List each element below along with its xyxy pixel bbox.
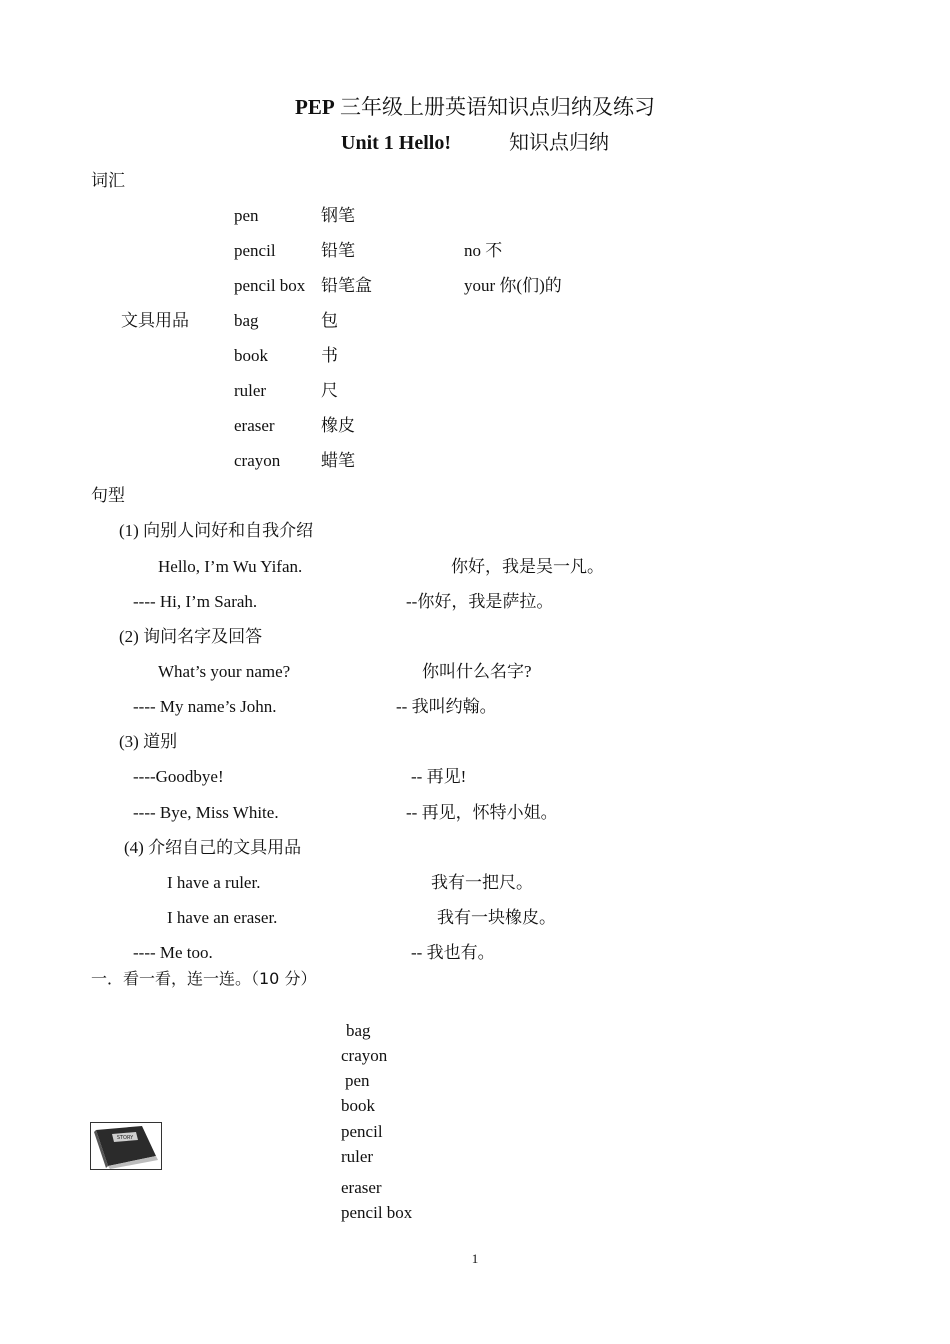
sentence-en: ----Goodbye! [133, 767, 224, 786]
sentence-zh: 你好，我是吴一凡。 [451, 557, 604, 576]
vocab-category: 文具用品 [121, 311, 189, 330]
sentence-zh: -- 我叫约翰。 [396, 697, 497, 716]
pattern-title: (2) 询问名字及回答 [119, 627, 263, 646]
pattern-title: (1) 向别人问好和自我介绍 [119, 521, 314, 540]
vocab-en: book [234, 346, 268, 365]
exercise-heading: 一．看一看，连一连。（10 分） [91, 969, 317, 988]
vocab-zh: 橡皮 [321, 416, 355, 435]
vocab-en: pen [234, 206, 259, 225]
vocab-en: ruler [234, 381, 267, 400]
exercise-word: crayon [341, 1046, 388, 1065]
page-number: 1 [471, 1251, 479, 1266]
sentence-zh: 我有一块橡皮。 [437, 908, 556, 927]
vocab-en: eraser [234, 416, 275, 435]
title-rest: 三年级上册英语知识点归纳及练习 [339, 95, 655, 119]
document-title [0, 94, 950, 120]
sentence-zh: --你好，我是萨拉。 [406, 592, 554, 611]
unit-title [0, 130, 950, 156]
vocab-en: crayon [234, 451, 281, 470]
sentence-en: What’s your name? [158, 662, 291, 681]
exercise-word: ruler [341, 1147, 374, 1166]
title-bold: PEP [295, 95, 335, 119]
exercise-word: book [341, 1096, 375, 1115]
vocab-zh: 蜡笔 [321, 451, 355, 470]
exercise-word: pencil [341, 1122, 383, 1141]
sentence-zh: -- 再见，怀特小姐。 [406, 803, 558, 822]
vocab-en: bag [234, 311, 259, 330]
exercise-word: bag [346, 1021, 371, 1040]
book-icon [90, 1122, 162, 1170]
sentence-zh: 你叫什么名字? [422, 662, 532, 681]
vocab-zh: 包 [321, 311, 338, 330]
sentence-zh: -- 再见! [411, 767, 467, 786]
book-picture [90, 1122, 162, 1170]
unit-label: 知识点归纳 [509, 132, 609, 154]
unit-name: Unit 1 Hello! [341, 132, 451, 154]
exercise-word: pen [345, 1071, 370, 1090]
vocab-heading: 词汇 [91, 171, 125, 190]
pattern-title: (4) 介绍自己的文具用品 [124, 838, 302, 857]
exercise-word: eraser [341, 1178, 382, 1197]
vocab-zh: 钢笔 [321, 206, 355, 225]
sentence-zh: 我有一把尺。 [431, 873, 533, 892]
vocab-extra: your 你(们)的 [464, 276, 562, 295]
book-cover-label: STORY [116, 1135, 134, 1141]
sentence-en: I have an eraser. [167, 908, 278, 927]
sentence-en: ---- Me too. [133, 943, 213, 962]
vocab-zh: 书 [321, 346, 338, 365]
sentence-en: ---- Hi, I’m Sarah. [133, 592, 258, 611]
vocab-extra: no 不 [464, 241, 503, 260]
vocab-zh: 铅笔 [321, 241, 355, 260]
sentences-heading: 句型 [91, 486, 125, 505]
sentence-en: Hello, I’m Wu Yifan. [158, 557, 303, 576]
sentence-en: ---- Bye, Miss White. [133, 803, 279, 822]
sentence-en: ---- My name’s John. [133, 697, 277, 716]
exercise-word: pencil box [341, 1203, 413, 1222]
sentence-en: I have a ruler. [167, 873, 261, 892]
vocab-zh: 尺 [321, 381, 338, 400]
vocab-en: pencil [234, 241, 276, 260]
vocab-en: pencil box [234, 276, 306, 295]
vocab-zh: 铅笔盒 [321, 276, 372, 295]
sentence-zh: -- 我也有。 [411, 943, 495, 962]
pattern-title: (3) 道别 [119, 732, 178, 751]
